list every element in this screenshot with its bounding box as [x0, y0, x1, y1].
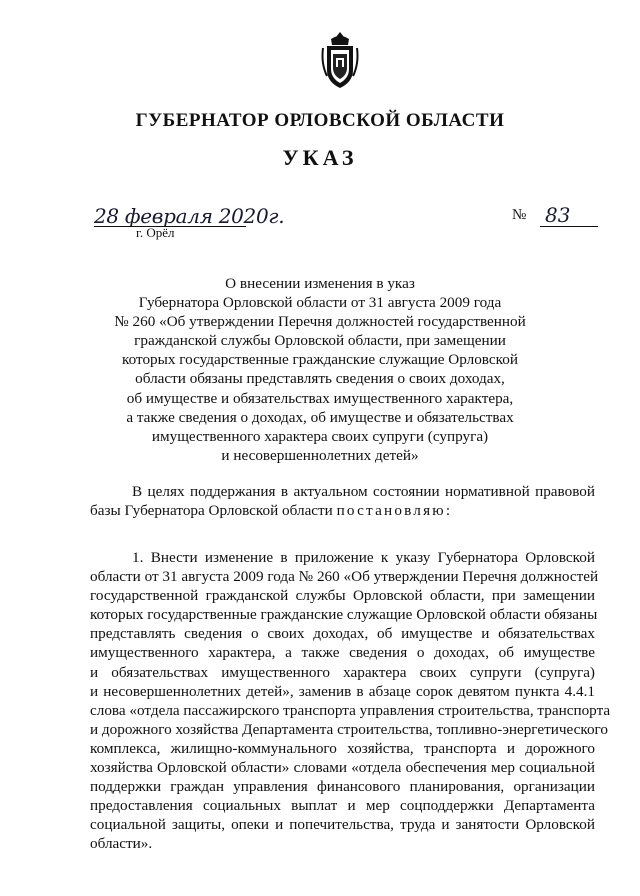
title-line: № 260 «Об утверждении Перечня должностей государственной: [114, 313, 526, 331]
preamble-line: В целях поддержания в актуальном состоянии нормативной правовой: [132, 483, 595, 500]
item-line: области».: [90, 835, 153, 853]
number-underline: [540, 226, 598, 227]
issuer-title: ГУБЕРНАТОР ОРЛОВСКОЙ ОБЛАСТИ: [135, 110, 505, 131]
preamble-text: базы Губернатора Орловской области: [90, 502, 333, 520]
item-line: имущественного характера, а также сведения о доходах, об имуществе: [90, 644, 595, 662]
city-label: г. Орёл: [136, 225, 175, 240]
item-line: области от 31 августа 2009 года № 260 «Об утверждении Перечня должностей: [90, 568, 599, 586]
document-type: УКАЗ: [282, 145, 358, 170]
item-line: представлять сведения о своих доходах, об имуществе и обязательствах: [90, 625, 595, 643]
item-line: государственной гражданской службы Орловской области, при замещении: [90, 587, 595, 605]
title-line: имущественного характера своих супруги (супруга): [151, 427, 489, 445]
preamble-paragraph: [90, 482, 595, 520]
title-line: об имуществе и обязательствах имущественного характера,: [126, 389, 514, 407]
decree-verb: постановляю:: [336, 502, 453, 520]
title-line: гражданской службы Орловской области, при замещении: [134, 332, 506, 350]
item-line: предоставления социальных выплат и мер соцподдержки Департамента: [90, 797, 595, 815]
coat-of-arms-icon: [319, 30, 361, 92]
item-line: слова «отдела пассажирского транспорта управления строительства, транспорта: [90, 701, 611, 719]
item-line: и обязательствах имущественного характера своих супруги (супруга): [90, 663, 595, 681]
item-1-paragraph: [90, 548, 611, 854]
number-label: №: [512, 207, 527, 223]
handwritten-number: 83: [545, 203, 571, 227]
title-line: области обязаны представлять сведения о своих доходах,: [135, 370, 505, 388]
title-line: О внесении изменения в указ: [225, 275, 415, 292]
preamble-line: [90, 501, 595, 520]
item-line: комплекса, жилищно-коммунального хозяйства, транспорта и дорожного: [90, 739, 595, 757]
item-line: социальной защиты, опеки и попечительства, труда и занятости Орловской: [90, 816, 595, 834]
item-line: 1. Внести изменение в приложение к указу Губернатора Орловской: [132, 549, 595, 566]
title-line: и несовершеннолетних детей»: [221, 446, 419, 464]
item-line: поддержки граждан управления финансового планирования, организации: [90, 778, 595, 796]
item-line: хозяйства Орловской области» словами «отдела обеспечения мер социальной: [90, 759, 595, 777]
document-title: [90, 274, 550, 465]
title-line: которых государственные гражданские служащие Орловской: [122, 351, 518, 369]
item-line: и дорожного хозяйства Департамента строительства, топливно-энергетического: [90, 720, 608, 738]
title-line: а также сведения о доходах, об имуществе и обязательствах: [126, 408, 514, 426]
handwritten-date: 28 февраля 2020г.: [94, 204, 285, 228]
item-line: которых государственные гражданские служащие Орловской области обязаны: [90, 606, 598, 624]
title-line: Губернатора Орловской области от 31 августа 2009 года: [138, 294, 502, 312]
item-line: и несовершеннолетних детей», заменив в абзаце сорок девятом пункта 4.4.1: [90, 682, 595, 700]
